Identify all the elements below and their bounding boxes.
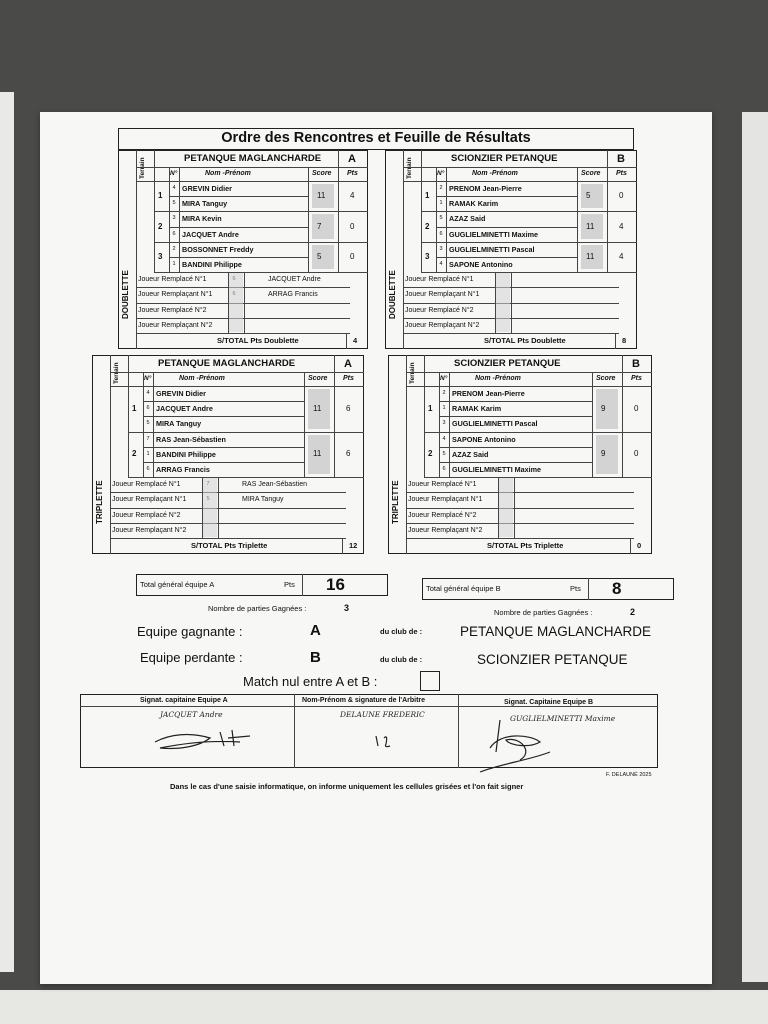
- player-name: SAPONE Antonino: [452, 434, 516, 444]
- player-number: 5: [146, 420, 150, 427]
- replacement-number-cell: [203, 478, 217, 537]
- player-name: GREVIN Didier: [182, 184, 232, 193]
- player-name: MIRA Tanguy: [182, 199, 228, 209]
- teamB-total-value: 8: [612, 579, 622, 598]
- teamA-triplette-pts-header: Pts: [343, 375, 354, 382]
- teamB-triplette-num-header: N°: [440, 375, 448, 382]
- player-name: BOSSONNET Freddy: [182, 244, 254, 254]
- player-number: 6: [146, 405, 150, 412]
- score-cell: [581, 184, 603, 208]
- teamB-triplette-team-letter: B: [632, 358, 640, 370]
- teamB-doublette-remplace1-label: Joueur Remplacé N°1: [405, 276, 474, 284]
- player-name: SAPONE Antonino: [449, 260, 513, 269]
- teamB-total-parties-label: Nombre de parties Gagnées :: [494, 608, 593, 617]
- player-name: GREVIN Didier: [156, 389, 206, 398]
- teamB-doublette-section-label: DOUBLETTE: [388, 269, 397, 319]
- game-score: 11: [313, 403, 322, 413]
- winning-club-name: PETANQUE MAGLANCHARDE: [460, 624, 652, 639]
- score-cell: [596, 389, 618, 429]
- teamA-triplette-score-header: Score: [308, 375, 328, 382]
- player-name: PRENOM Jean-Pierre: [449, 184, 522, 193]
- player-name: RAMAK Karim: [449, 199, 499, 209]
- player-number: 1: [146, 450, 150, 457]
- game-points: 4: [619, 221, 624, 231]
- teamA-triplette-name-header: Nom -Prénom: [179, 375, 225, 382]
- player-name: AZAZ Said: [452, 449, 489, 459]
- game-points: 0: [634, 449, 639, 459]
- player-name: BANDINI Philippe: [156, 449, 216, 459]
- score-cell: [596, 435, 618, 475]
- game-number: 2: [158, 221, 163, 231]
- player-number: 4: [172, 185, 176, 191]
- footer-note: Dans le cas d'une saisie informatique, on informe uniquement les cellules grisées et l'on fait signer: [170, 782, 524, 791]
- teamA-total-label: Total général équipe A: [140, 580, 215, 589]
- player-name: PRENOM Jean-Pierre: [452, 389, 525, 398]
- player-name: GUGLIELMINETTI Maxime: [449, 229, 539, 239]
- teamB-doublette-remplacant2-label: Joueur Remplaçant N°2: [405, 321, 480, 329]
- sheet-title: Ordre des Rencontres et Feuille de Résultats: [118, 128, 634, 150]
- teamA-triplette-terrain-label: Terrain: [113, 362, 120, 384]
- game-number: 2: [428, 449, 433, 459]
- player-number: 7: [146, 435, 150, 442]
- teamB-doublette-team-name: SCIONZIER PETANQUE: [451, 153, 558, 164]
- teamA-doublette-score-header: Score: [312, 170, 332, 177]
- teamB-doublette-remplace2-label: Joueur Remplacé N°2: [405, 306, 474, 314]
- winning-team-letter: A: [310, 622, 321, 639]
- teamA-triplette-section-label: TRIPLETTE: [95, 480, 104, 524]
- losing-club-name: SCIONZIER PETANQUE: [477, 652, 628, 667]
- teamB-triplette-pts-header: Pts: [631, 375, 642, 382]
- teamB-doublette-pts-header: Pts: [616, 170, 627, 177]
- score-cell: [312, 214, 334, 238]
- teamB-total-pts-label: Pts: [570, 584, 581, 593]
- teamB-doublette-score-header: Score: [581, 170, 601, 177]
- game-points: 0: [350, 252, 355, 261]
- teamB-doublette-terrain-label: Terrain: [406, 157, 413, 179]
- game-number: 2: [132, 449, 137, 459]
- teamB-doublette-name-header: Nom -Prénom: [472, 170, 518, 177]
- replacement-number-cell: [229, 273, 243, 332]
- adjacent-sheet-right: [742, 112, 768, 982]
- teamA-triplette-team-name: PETANQUE MAGLANCHARDE: [158, 358, 296, 369]
- teamA-triplette-num-header: N°: [144, 375, 152, 382]
- player-name: RAS Jean-Sébastien: [156, 434, 226, 444]
- teamA-triplette-remplacant1-name: MIRA Tanguy: [242, 496, 284, 504]
- player-number: 5: [439, 215, 443, 222]
- replacement-number-cell: [496, 273, 510, 332]
- teamA-doublette-subtotal-label: S/TOTAL Pts Doublette: [217, 336, 299, 345]
- teamB-doublette-subtotal-value: 8: [622, 336, 627, 345]
- player-number: 6: [172, 230, 176, 237]
- teamB-triplette-terrain-label: Terrain: [409, 362, 416, 384]
- teamB-triplette-name-header: Nom -Prénom: [475, 375, 521, 382]
- player-number: 3: [442, 420, 446, 427]
- player-number: 2: [439, 185, 443, 191]
- player-number: 2: [172, 245, 176, 252]
- table-edge: [0, 990, 768, 1024]
- player-name: JACQUET Andre: [182, 229, 239, 239]
- player-number: 3: [172, 215, 176, 222]
- game-points: 4: [619, 252, 624, 261]
- sig-b-header: Signat. Capitaine Equipe B: [504, 699, 594, 706]
- game-number: 3: [158, 252, 163, 261]
- game-score: 11: [586, 252, 595, 261]
- draw-label: Match nul entre A et B :: [243, 674, 378, 689]
- teamA-triplette-remplace1-label: Joueur Remplacé N°1: [112, 481, 181, 489]
- game-score: 5: [317, 252, 322, 261]
- player-number: 5: [442, 450, 446, 457]
- game-points: 0: [619, 191, 624, 201]
- player-number: 6: [439, 230, 443, 237]
- player-name: RAMAK Karim: [452, 404, 502, 414]
- teamB-triplette-subtotal-label: S/TOTAL Pts Triplette: [487, 541, 564, 550]
- teamA-doublette-pts-header: Pts: [347, 170, 358, 177]
- game-score: 5: [586, 191, 591, 201]
- teamB-triplette-score-header: Score: [596, 375, 616, 382]
- game-number: 1: [425, 191, 430, 201]
- game-points: 6: [346, 403, 351, 413]
- game-score: 7: [317, 221, 322, 231]
- game-score: 11: [586, 221, 595, 231]
- losing-team-letter: B: [310, 649, 321, 666]
- replacement-number-cell: [499, 478, 513, 537]
- teamA-total-value: 16: [326, 575, 345, 594]
- sig-arbitre-header: Nom-Prénom & signature de l'Arbitre: [302, 697, 426, 704]
- teamA-doublette-subtotal-value: 4: [353, 336, 358, 345]
- game-number: 1: [132, 403, 137, 413]
- player-number: 1: [172, 261, 176, 267]
- signature-arbitre: [370, 730, 400, 752]
- teamA-triplette-remplace1-name: RAS Jean-Sébastien: [242, 481, 307, 489]
- teamA-total-parties-label: Nombre de parties Gagnées :: [208, 604, 307, 613]
- player-number: 2: [442, 390, 446, 396]
- teamB-triplette-remplacant1-label: Joueur Remplaçant N°1: [408, 496, 483, 504]
- player-number: 1: [442, 405, 446, 412]
- teamA-triplette-team-letter: A: [344, 358, 352, 370]
- teamB-triplette-section-label: TRIPLETTE: [391, 480, 400, 524]
- player-number: 6: [442, 466, 446, 472]
- teamA-doublette-team-letter: A: [348, 153, 356, 165]
- teamA-total-pts-label: Pts: [284, 580, 295, 589]
- adjacent-sheet-left: [0, 92, 14, 972]
- score-cell: [312, 245, 334, 269]
- teamB-triplette-subtotal-value: 0: [637, 541, 642, 550]
- game-points: 0: [350, 221, 355, 231]
- sig-a-name: JACQUET Andre: [160, 710, 223, 719]
- winning-team-label: Equipe gagnante :: [137, 624, 243, 639]
- player-number: 1: [439, 200, 443, 207]
- losing-team-label: Equipe perdante :: [140, 650, 243, 665]
- player-name: JACQUET Andre: [156, 404, 213, 414]
- game-score: 9: [601, 449, 606, 459]
- teamA-triplette-remplacant1-label: Joueur Remplaçant N°1: [112, 496, 187, 504]
- teamA-doublette-remplace1-name: JACQUET Andre: [268, 276, 321, 284]
- teamA-doublette-remplacant1-name: ARRAG Francis: [268, 291, 318, 299]
- signature-captain-b: [470, 712, 570, 784]
- player-name: MIRA Kevin: [182, 214, 222, 224]
- teamB-total-label: Total général équipe B: [426, 584, 501, 593]
- result-sheet: [40, 112, 712, 984]
- game-score: 9: [601, 403, 606, 413]
- teamA-doublette-name-header: Nom -Prénom: [205, 170, 251, 177]
- teamA-doublette-remplace1-label: Joueur Remplacé N°1: [138, 276, 207, 284]
- teamB-triplette-remplace1-label: Joueur Remplacé N°1: [408, 481, 477, 489]
- teamA-doublette-remplacant2-label: Joueur Remplaçant N°2: [138, 321, 213, 329]
- teamA-doublette-num-header: N°: [170, 170, 178, 177]
- game-points: 4: [350, 191, 355, 201]
- teamA-doublette-remplacant1-label: Joueur Remplaçant N°1: [138, 291, 213, 299]
- player-number: 4: [439, 261, 443, 267]
- player-name: ARRAG Francis: [156, 465, 210, 474]
- game-number: 1: [158, 191, 163, 201]
- teamB-doublette-num-header: N°: [437, 170, 445, 177]
- sig-arbitre-name: DELAUNE FREDERIC: [340, 710, 425, 719]
- game-points: 0: [634, 403, 639, 413]
- teamB-triplette-remplacant2-label: Joueur Remplaçant N°2: [408, 526, 483, 534]
- teamA-triplette-subtotal-label: S/TOTAL Pts Triplette: [191, 541, 268, 550]
- player-number: 3: [439, 245, 443, 252]
- teamB-doublette-subtotal-label: S/TOTAL Pts Doublette: [484, 336, 566, 345]
- teamA-doublette-terrain-label: Terrain: [139, 157, 146, 179]
- sig-b-name: GUGLIELMINETTI Maxime: [510, 714, 616, 723]
- teamA-doublette-remplace2-label: Joueur Remplacé N°2: [138, 306, 207, 314]
- game-number: 3: [425, 252, 430, 261]
- game-points: 6: [346, 449, 351, 459]
- teamA-triplette-subtotal-value: 12: [349, 541, 358, 550]
- signature-captain-a: [150, 724, 260, 754]
- game-number: 1: [428, 403, 433, 413]
- game-score: 11: [313, 449, 322, 459]
- player-name: GUGLIELMINETTI Maxime: [452, 465, 542, 474]
- teamA-triplette-remplace2-label: Joueur Remplacé N°2: [112, 511, 181, 519]
- player-number: 5: [172, 200, 176, 207]
- teamA-triplette-remplacant2-label: Joueur Remplaçant N°2: [112, 526, 187, 534]
- teamB-total-parties-value: 2: [630, 607, 636, 617]
- player-name: BANDINI Philippe: [182, 260, 242, 269]
- player-number: 4: [442, 435, 446, 442]
- credit: F. DELAUNÉ 2025: [606, 772, 652, 778]
- teamA-doublette-team-name: PETANQUE MAGLANCHARDE: [184, 153, 322, 164]
- player-name: GUGLIELMINETTI Pascal: [452, 419, 538, 429]
- player-name: GUGLIELMINETTI Pascal: [449, 244, 535, 254]
- player-name: MIRA Tanguy: [156, 419, 202, 429]
- teamB-doublette-remplacant1-label: Joueur Remplaçant N°1: [405, 291, 480, 299]
- teamB-triplette-team-name: SCIONZIER PETANQUE: [454, 358, 561, 369]
- teamA-total-parties-value: 3: [344, 603, 350, 613]
- player-number: 6: [146, 466, 150, 472]
- teamB-triplette-remplace2-label: Joueur Remplacé N°2: [408, 511, 477, 519]
- teamA-doublette-section-label: DOUBLETTE: [121, 269, 130, 319]
- game-score: 11: [317, 191, 326, 201]
- losing-club-label: du club de :: [380, 655, 423, 664]
- draw-checkbox[interactable]: [420, 671, 440, 691]
- player-name: AZAZ Said: [449, 214, 486, 224]
- player-number: 4: [146, 390, 150, 396]
- winning-club-label: du club de :: [380, 627, 423, 636]
- teamB-doublette-team-letter: B: [617, 153, 625, 165]
- sig-a-header: Signat. capitaine Equipe A: [140, 697, 228, 704]
- game-number: 2: [425, 221, 430, 231]
